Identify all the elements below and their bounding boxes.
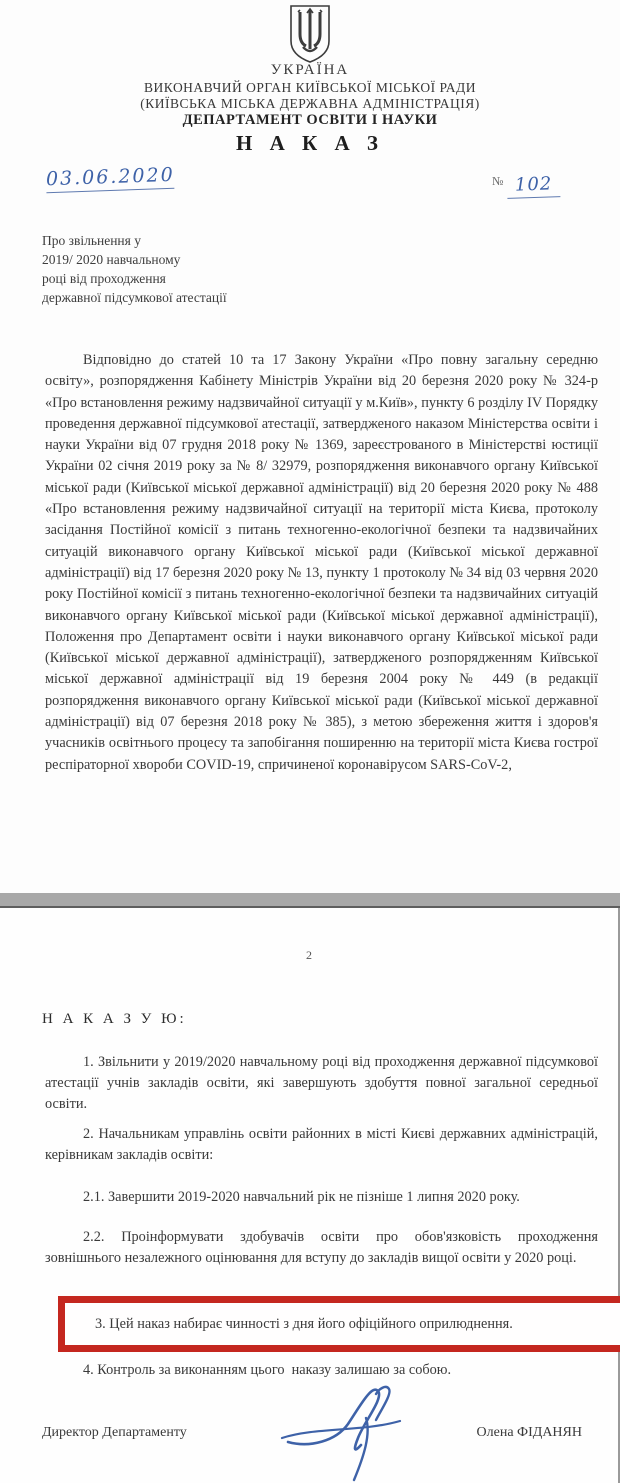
document-type-title: Н А К А З: [236, 131, 384, 155]
order-item-2-1: 2.1. Завершити 2019-2020 навчальний рік не пізніше 1 липня 2020 року.: [83, 1189, 520, 1205]
country-name: УКРАЇНА: [270, 62, 350, 78]
order-heading: Н А К А З У Ю:: [42, 1011, 187, 1027]
org-name-line1: ВИКОНАВЧИЙ ОРГАН КИЇВСЬКОЇ МІСЬКОЇ РАДИ: [144, 80, 476, 95]
department-name: ДЕПАРТАМЕНТ ОСВІТИ І НАУКИ: [182, 112, 438, 128]
order-item-1: 1. Звільнити у 2019/2020 навчальному році від проходження державної підсумкової атестації учнів закладів освіти, які завершують здобуття повної загальної середньої освіти.: [45, 1054, 598, 1112]
document-page-2: [0, 908, 620, 1483]
subject-line-4: державної підсумкової атестації: [42, 290, 227, 305]
number-sign-label: №: [492, 174, 504, 188]
org-name-line2: (КИЇВСЬКА МІСЬКА ДЕРЖАВНА АДМІНІСТРАЦІЯ): [140, 96, 480, 111]
page-separator: [0, 893, 620, 908]
subject-line-1: Про звільнення у: [42, 233, 141, 248]
order-preamble-paragraph: Відповідно до статей 10 та 17 Закону України «Про повну загальну середню освіту», розпорядження Кабінету Міністрів України від 20 березня 2020 року № 324-р «Про встановлення режиму надзвичайної ситуації у м.Київ», пункту 6 розділу IV Порядку проведення державної підсумкової атестації, затвердженого наказом Міністерства освіти і науки України від 07 грудня 2018 року № 1369, зареєстрованого в Міністерстві юстиції України 02 січня 2019 року за № 8/ 32979, розпорядження виконавчого органу Київської міської ради (Київської міської державної адміністрації) від 20 березня 2020 року № 488 «Про встановлення режиму надзвичайної ситуації на території міста Києва, протоколу засідання Постійної комісії з питань техногенно-екологічної безпеки та надзвичайних ситуацій виконавчого органу Київської міської ради (Київської міської державної адміністрації) від 17 березня 2020 року № 13, пункту 1 протоколу № 34 від 03 червня 2020 року Постійної комісії з питань техногенно-екологічної безпеки та надзвичайних ситуацій виконавчого органу Київської міської ради (Київської міської державної адміністрації), Положення про Департамент освіти і науки виконавчого органу Київської міської ради (Київської міської державної адміністрації), затвердженого розпорядженням Київської міської державної адміністрації від 19 березня 2004 року № 449 (в редакції розпорядження виконавчого органу Київської міської ради (Київської міської державної адміністрації) від 07 березня 2018 року № 385), з метою збереження життя і здоров'я учасників освітнього процесу та запобігання поширенню на території міста Києва гострої респіраторної хвороби COVID-19, спричиненої коронавірусом SARS-CoV-2,: [45, 352, 598, 773]
ukraine-trident-coat-of-arms-icon: [288, 5, 332, 63]
order-item-2: 2. Начальникам управлінь освіти районних в місті Києві державних адміністрацій, керівникам закладів освіти:: [45, 1126, 598, 1163]
signatory-name: Олена ФІДАНЯН: [476, 1425, 582, 1440]
subject-line-2: 2019/ 2020 навчальному: [42, 252, 181, 267]
highlight-red-box: [58, 1296, 620, 1352]
order-item-3-highlighted: 3. Цей наказ набирає чинності з дня його офіційного оприлюднення.: [95, 1316, 513, 1332]
signatory-title: Директор Департаменту: [42, 1425, 187, 1440]
order-subject: [42, 231, 292, 307]
handwritten-order-number: 102: [507, 173, 561, 199]
page-number: 2: [306, 948, 312, 962]
order-item-2-2: 2.2. Проінформувати здобувачів освіти про обов'язковість проходження зовнішнього незалежного оцінювання для вступу до закладів вищої освіти у 2020 році.: [45, 1229, 598, 1266]
handwritten-signature: [278, 1378, 433, 1483]
order-item-4: 4. Контроль за виконанням цього наказу залишаю за собою.: [83, 1362, 452, 1378]
subject-line-3: році від проходження: [42, 271, 166, 286]
order-number-group: [492, 174, 578, 198]
handwritten-date: 03.06.2020: [46, 164, 175, 193]
